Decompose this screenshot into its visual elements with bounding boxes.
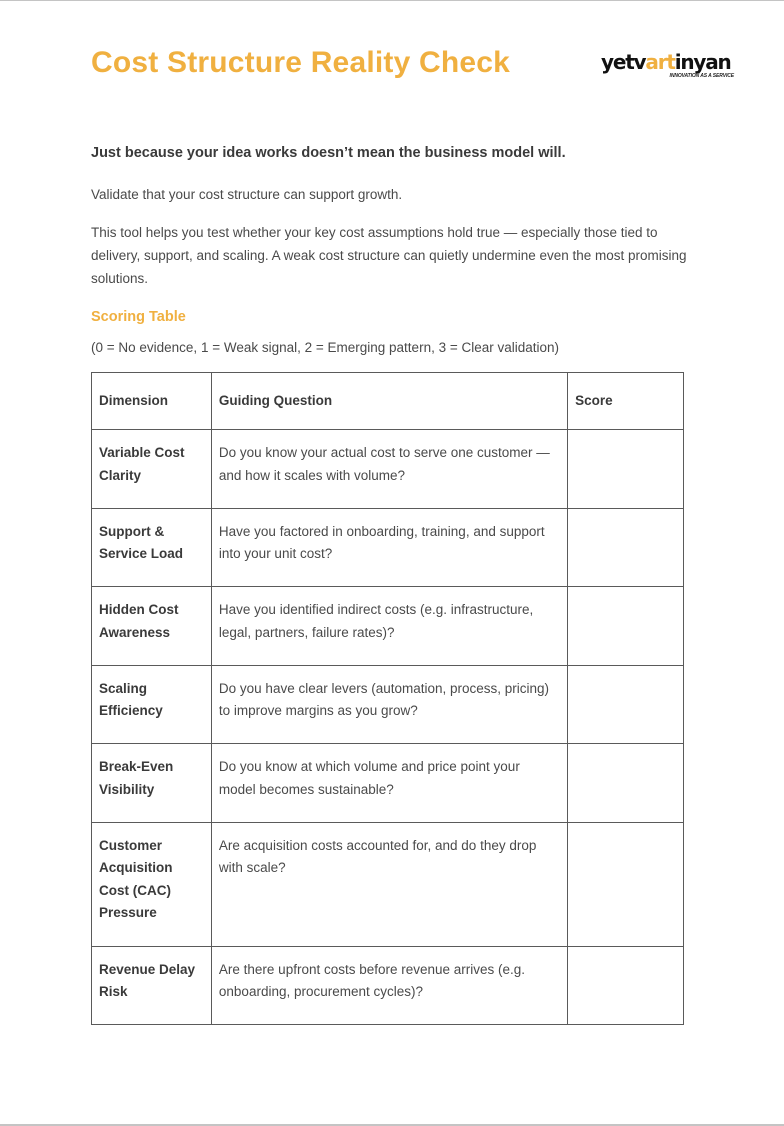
column-header-dimension: Dimension (92, 373, 212, 430)
description-text: This tool helps you test whether your key cost assumptions hold true — especially those tied to delivery, support, and scaling. A weak cost structure can quietly undermine even the most promising solutions. (91, 225, 687, 286)
scoring-heading: Scoring Table (91, 309, 186, 325)
score-cell[interactable] (568, 587, 684, 666)
brand-logo (601, 51, 741, 79)
dimension-cell: Customer Acquisition Cost (CAC) Pressure (92, 822, 212, 946)
score-cell[interactable] (568, 822, 684, 946)
table-row (92, 508, 684, 587)
logo-prefix: yetv (601, 50, 646, 74)
question-cell: Have you factored in onboarding, training, and support into your unit cost? (211, 508, 567, 587)
page-title: Cost Structure Reality Check (91, 46, 511, 79)
dimension-cell: Revenue Delay Risk (92, 946, 212, 1025)
table-header-row (92, 373, 684, 430)
table-row (92, 822, 684, 946)
question-cell: Are acquisition costs accounted for, and do they drop with scale? (211, 822, 567, 946)
column-header-question: Guiding Question (211, 373, 567, 430)
table-row (92, 430, 684, 509)
scoring-legend: (0 = No evidence, 1 = Weak signal, 2 = Emerging pattern, 3 = Clear validation) (91, 340, 560, 355)
lead-statement: Just because your idea works doesn’t mean the business model will. (91, 145, 566, 161)
score-cell[interactable] (568, 744, 684, 823)
logo-accent: art (645, 50, 675, 74)
table-row (92, 744, 684, 823)
dimension-cell: Break-Even Visibility (92, 744, 212, 823)
dimension-cell: Scaling Efficiency (92, 665, 212, 744)
dimension-cell: Support & Service Load (92, 508, 212, 587)
dimension-cell: Hidden Cost Awareness (92, 587, 212, 666)
table-row (92, 665, 684, 744)
score-cell[interactable] (568, 665, 684, 744)
page-edge-top (0, 0, 784, 1)
scoring-table (91, 372, 684, 1025)
column-header-score: Score (568, 373, 684, 430)
score-cell[interactable] (568, 430, 684, 509)
question-cell: Have you identified indirect costs (e.g. infrastructure, legal, partners, failure rates)? (211, 587, 567, 666)
score-cell[interactable] (568, 946, 684, 1025)
question-cell: Are there upfront costs before revenue arrives (e.g. onboarding, procurement cycles)? (211, 946, 567, 1025)
question-cell: Do you know at which volume and price point your model becomes sustainable? (211, 744, 567, 823)
score-cell[interactable] (568, 508, 684, 587)
logo-tagline: INNOVATION AS A SERVICE (669, 73, 734, 79)
table-row (92, 587, 684, 666)
logo-suffix: inyan (674, 50, 731, 74)
question-cell: Do you know your actual cost to serve one customer — and how it scales with volume? (211, 430, 567, 509)
table-row (92, 946, 684, 1025)
subtitle-text: Validate that your cost structure can support growth. (91, 187, 403, 202)
dimension-cell: Variable Cost Clarity (92, 430, 212, 509)
logo-wordmark (601, 51, 741, 73)
question-cell: Do you have clear levers (automation, process, pricing) to improve margins as you grow? (211, 665, 567, 744)
